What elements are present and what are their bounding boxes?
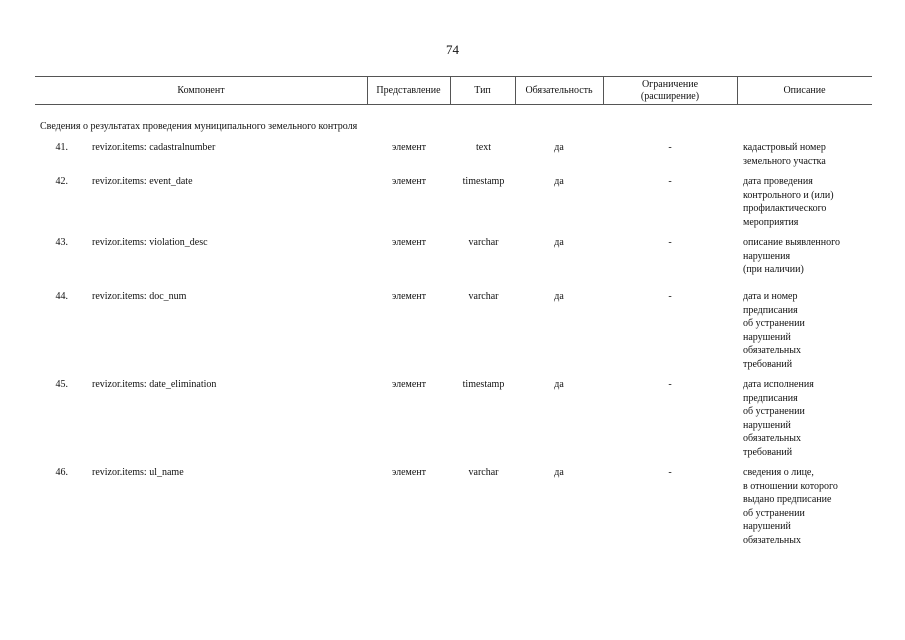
- row-number: 41.: [55, 142, 68, 153]
- row-restriction: -: [668, 291, 672, 302]
- row-type: varchar: [468, 467, 499, 478]
- row-restriction: -: [668, 467, 672, 478]
- row-description-line: выдано предписание: [743, 494, 832, 505]
- page-number: 74: [446, 42, 459, 57]
- row-description-line: обязательных: [743, 345, 801, 356]
- row-description-line: дата исполнения: [743, 379, 814, 390]
- row-representation: элемент: [391, 142, 427, 153]
- row-description-line: предписания: [743, 304, 798, 316]
- row-description-line: обязательных: [743, 534, 801, 546]
- section-title: Сведения о результатах проведения муниципального земельного контроля: [40, 121, 358, 132]
- row-type: text: [476, 142, 491, 153]
- row-required: да: [554, 176, 564, 187]
- row-component: revizor.items: cadastralnumber: [92, 142, 216, 153]
- row-description-line: предписания: [743, 392, 798, 404]
- row-required: да: [554, 142, 564, 153]
- table-header-rule: [35, 104, 872, 105]
- row-representation: элемент: [391, 237, 427, 248]
- row-description-line: об устранении: [743, 406, 805, 417]
- row-description-line: обязательных: [743, 433, 801, 444]
- row-type: varchar: [468, 237, 499, 248]
- row-component: revizor.items: violation_desc: [92, 237, 208, 248]
- row-representation: элемент: [391, 379, 427, 390]
- row-restriction: -: [668, 142, 672, 153]
- row-number: 42.: [55, 176, 68, 187]
- row-restriction: -: [668, 237, 672, 248]
- header-representation: Представление: [376, 84, 441, 96]
- header-restriction-line1: Ограничение: [641, 78, 699, 90]
- row-restriction: -: [668, 379, 672, 390]
- row-description-line: нарушений: [743, 419, 791, 431]
- row-type: timestamp: [462, 176, 505, 187]
- row-description-line: контрольного и (или): [743, 189, 834, 201]
- row-required: да: [554, 237, 564, 248]
- row-number: 45.: [55, 379, 68, 390]
- header-description: Описание: [783, 84, 826, 96]
- header-restriction-line2: (расширение): [640, 90, 700, 102]
- row-number: 43.: [55, 237, 68, 248]
- header-type: Тип: [474, 84, 491, 96]
- row-description-line: дата и номер: [743, 291, 798, 302]
- row-representation: элемент: [391, 291, 427, 302]
- row-description-line: (при наличии): [743, 264, 804, 275]
- header-component: Компонент: [177, 84, 225, 96]
- row-required: да: [554, 291, 564, 302]
- header-restriction: [603, 77, 737, 104]
- row-number: 44.: [55, 291, 68, 302]
- row-component: revizor.items: event_date: [92, 176, 193, 187]
- row-description-line: нарушений: [743, 521, 791, 532]
- row-representation: элемент: [391, 176, 427, 187]
- row-number: 46.: [55, 467, 68, 478]
- row-component: revizor.items: date_elimination: [92, 379, 217, 390]
- row-description-line: нарушений: [743, 331, 791, 343]
- row-description-line: кадастровый номер: [743, 142, 826, 153]
- row-type: varchar: [468, 291, 499, 302]
- row-description-line: в отношении которого: [743, 480, 838, 492]
- row-description-line: описание выявленного: [743, 237, 840, 248]
- row-description-line: нарушения: [743, 250, 791, 262]
- row-component: revizor.items: doc_num: [92, 291, 187, 302]
- row-description-line: об устранении: [743, 507, 805, 519]
- row-description-line: дата проведения: [743, 176, 813, 187]
- row-representation: элемент: [391, 467, 427, 478]
- row-description-line: мероприятия: [743, 216, 799, 228]
- row-description-line: требований: [743, 446, 793, 458]
- row-description-line: об устранении: [743, 318, 805, 329]
- row-description-line: сведения о лице,: [743, 467, 814, 478]
- row-description-line: профилактического: [743, 203, 827, 214]
- row-component: revizor.items: ul_name: [92, 467, 184, 478]
- row-description-line: требований: [743, 358, 793, 370]
- row-required: да: [554, 379, 564, 390]
- row-description-line: земельного участка: [743, 155, 826, 167]
- row-required: да: [554, 467, 564, 478]
- row-restriction: -: [668, 176, 672, 187]
- row-type: timestamp: [462, 379, 505, 390]
- header-required: Обязательность: [525, 84, 593, 96]
